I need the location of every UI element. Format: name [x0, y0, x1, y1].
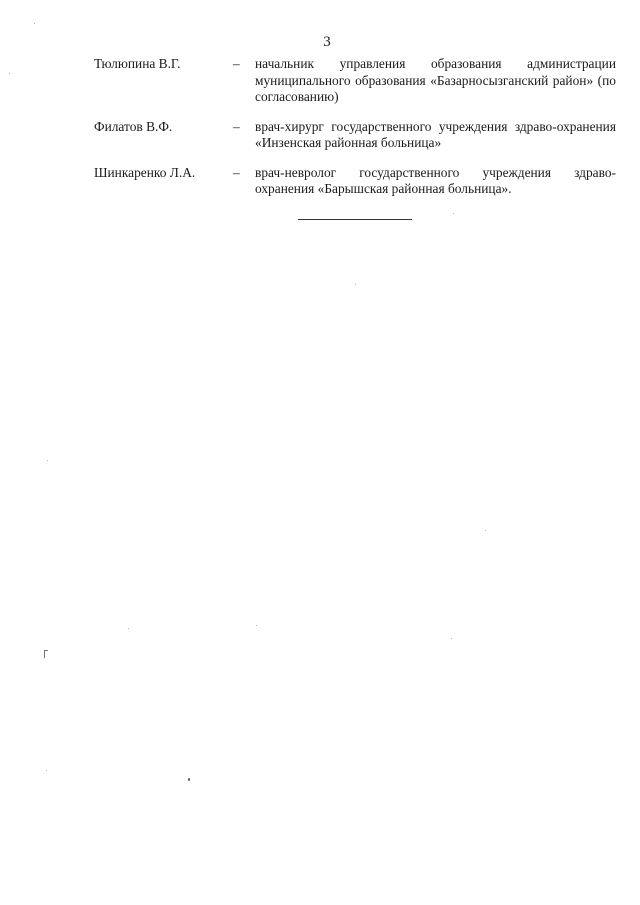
- scan-speck: [44, 650, 48, 658]
- member-role: начальник управления образования администрации муниципального образования «Базарносызганский район» (по согласованию): [255, 56, 616, 104]
- member-name: Филатов В.Ф.: [94, 118, 173, 134]
- dash-separator: –: [233, 56, 240, 71]
- member-role: врач-хирург государственного учреждения здраво-охранения «Инзенская районная больница»: [255, 118, 616, 150]
- scan-speck: [256, 625, 257, 626]
- scan-speck: [34, 23, 35, 24]
- scan-speck: [188, 778, 190, 781]
- scan-speck: [46, 770, 47, 771]
- member-list: [94, 56, 616, 211]
- member-entry: [94, 165, 616, 198]
- scan-speck: [453, 213, 454, 214]
- member-entry: [94, 56, 616, 106]
- scan-speck: [451, 638, 452, 639]
- page-number: 3: [323, 34, 331, 50]
- member-role: врач-невролог государственного учреждения здраво-охранения «Барышская районная больница».: [255, 164, 616, 196]
- scan-speck: [128, 628, 129, 629]
- member-name: Тюлюпина В.Г.: [94, 56, 181, 71]
- dash-separator: –: [233, 118, 240, 134]
- member-name: Шинкаренко Л.А.: [94, 164, 196, 180]
- end-of-list-rule: [298, 219, 412, 220]
- scan-speck: [355, 284, 356, 285]
- member-entry: [94, 119, 616, 152]
- scan-speck: [47, 460, 48, 461]
- scan-speck: [9, 73, 10, 74]
- scan-speck: [485, 530, 486, 531]
- dash-separator: –: [233, 164, 240, 180]
